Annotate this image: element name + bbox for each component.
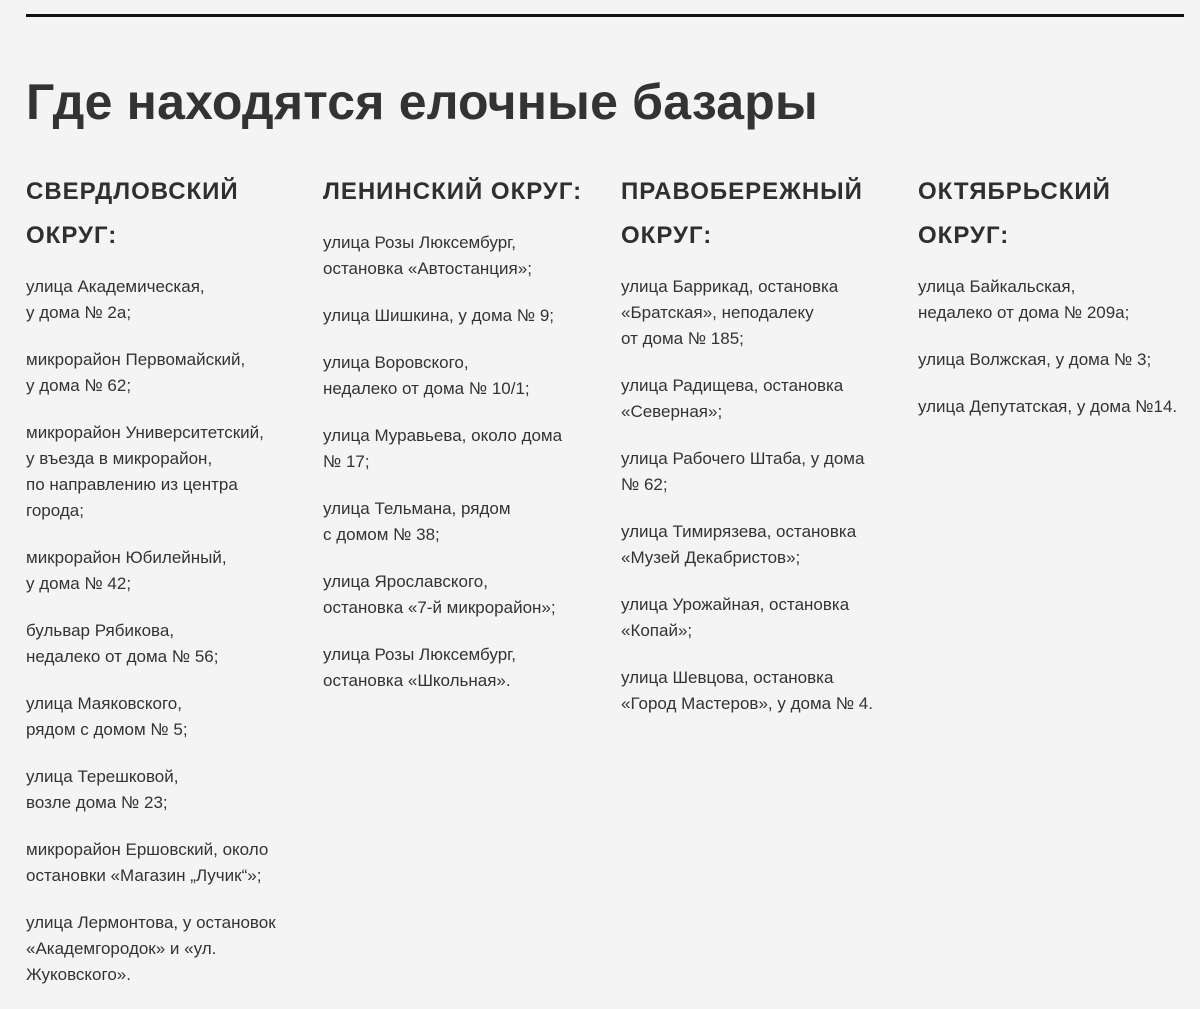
address-item: микрорайон Ершовский, около остановки «Магазин „Лучик“»; xyxy=(26,840,269,885)
district-columns xyxy=(26,170,1200,1007)
address-item: улица Шевцова, остановка «Город Мастеров», у дома № 4. xyxy=(621,668,873,713)
address-item: улица Воровского, недалеко от дома № 10/1; xyxy=(323,353,530,398)
address-list xyxy=(621,274,901,717)
address-item: улица Байкальская, недалеко от дома № 209а; xyxy=(918,277,1130,322)
address-item: улица Урожайная, остановка «Копай»; xyxy=(621,595,850,640)
address-item: улица Баррикад, остановка «Братская», неподалеку от дома № 185; xyxy=(621,277,839,348)
address-item: микрорайон Университетский, у въезда в микрорайон, по направлению из центра города; xyxy=(26,423,264,520)
district-title: ОКТЯБРЬСКИЙ ОКРУГ: xyxy=(918,178,1111,249)
district-oktyabrsky xyxy=(918,170,1200,441)
address-list xyxy=(323,230,603,694)
address-item: улица Волжская, у дома № 3; xyxy=(918,350,1152,369)
district-title: СВЕРДЛОВСКИЙ ОКРУГ: xyxy=(26,178,239,249)
district-title: ПРАВОБЕРЕЖНЫЙ ОКРУГ: xyxy=(621,178,863,249)
top-divider xyxy=(26,14,1184,17)
address-item: улица Муравьева, около дома № 17; xyxy=(323,426,563,471)
address-item: улица Ярославского, остановка «7-й микрорайон»; xyxy=(323,572,556,617)
district-pravoberezhny xyxy=(621,170,901,738)
address-item: улица Депутатская, у дома №14. xyxy=(918,397,1178,416)
page-title: Где находятся елочные базары xyxy=(26,74,818,130)
address-list xyxy=(26,274,306,988)
address-item: улица Рабочего Штаба, у дома № 62; xyxy=(621,449,865,494)
address-item: микрорайон Первомайский, у дома № 62; xyxy=(26,350,246,395)
address-item: улица Тимирязева, остановка «Музей Декабристов»; xyxy=(621,522,857,567)
address-item: улица Лермонтова, у остановок «Академгородок» и «ул. Жуковского». xyxy=(26,913,276,984)
address-item: улица Шишкина, у дома № 9; xyxy=(323,306,554,325)
address-list xyxy=(918,274,1200,420)
address-item: улица Розы Люксембург, остановка «Школьная». xyxy=(323,645,517,690)
address-item: улица Маяковского, рядом с домом № 5; xyxy=(26,694,188,739)
district-leninsky xyxy=(323,170,603,715)
district-sverdlovsky xyxy=(26,170,306,1009)
address-item: бульвар Рябикова, недалеко от дома № 56; xyxy=(26,621,219,666)
district-title: ЛЕНИНСКИЙ ОКРУГ: xyxy=(323,178,583,205)
address-item: улица Академическая, у дома № 2а; xyxy=(26,277,205,322)
address-item: улица Тельмана, рядом с домом № 38; xyxy=(323,499,511,544)
address-item: микрорайон Юбилейный, у дома № 42; xyxy=(26,548,227,593)
address-item: улица Розы Люксембург, остановка «Автостанция»; xyxy=(323,233,532,278)
address-item: улица Радищева, остановка «Северная»; xyxy=(621,376,844,421)
address-item: улица Терешковой, возле дома № 23; xyxy=(26,767,179,812)
